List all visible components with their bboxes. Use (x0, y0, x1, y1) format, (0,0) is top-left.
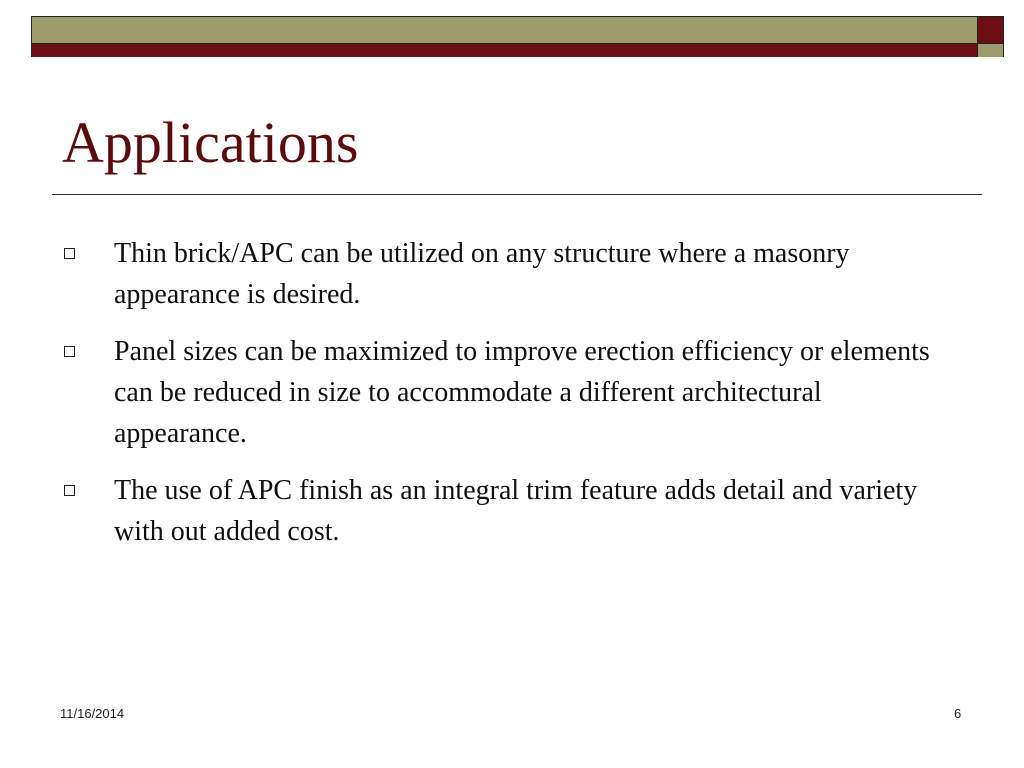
header-decoration-bar (31, 16, 978, 57)
corner-maroon-square (978, 17, 1003, 44)
header-maroon-stripe (32, 44, 977, 57)
header-corner-block (978, 16, 1004, 57)
bullet-item (64, 233, 954, 315)
bullet-list (64, 233, 954, 568)
bullet-text: Thin brick/APC can be utilized on any structure where a masonry appearance is desired. (114, 238, 850, 310)
footer-date: 11/16/2014 (60, 706, 125, 721)
hollow-square-bullet-icon (64, 485, 75, 496)
bullet-text: Panel sizes can be maximized to improve erection efficiency or elements can be reduced in size to accommodate a different architectural appearance. (114, 336, 930, 449)
bullet-item (64, 470, 954, 552)
slide-title: Applications (62, 110, 359, 175)
hollow-square-bullet-icon (64, 346, 75, 357)
footer-page-number: 6 (954, 706, 962, 721)
header-olive-stripe (32, 17, 977, 44)
bullet-text: The use of APC finish as an integral trim feature adds detail and variety with out added cost. (114, 475, 918, 547)
bullet-item (64, 331, 954, 454)
title-divider (52, 194, 982, 195)
corner-olive-square (978, 44, 1003, 57)
hollow-square-bullet-icon (64, 248, 75, 259)
